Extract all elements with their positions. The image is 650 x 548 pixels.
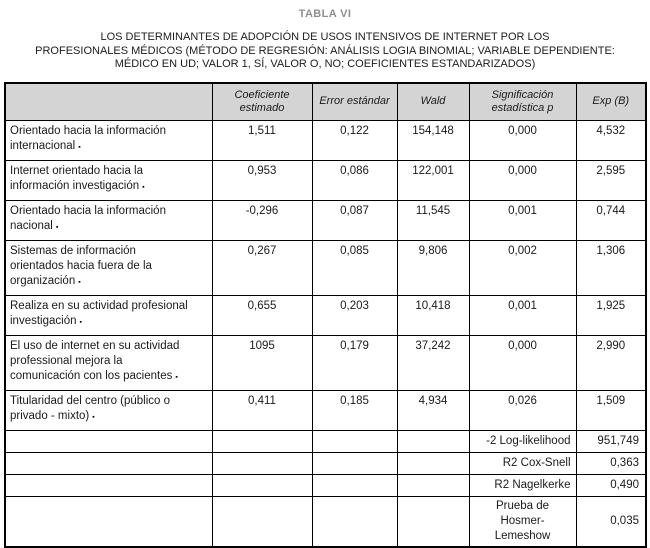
stderr-cell: 0,203 xyxy=(312,295,397,335)
stderr-cell: 0,185 xyxy=(312,390,397,430)
wald-cell: 122,001 xyxy=(397,160,469,200)
col-header-error-estandar: Error estándar xyxy=(312,83,397,121)
empty-cell xyxy=(312,430,397,452)
stderr-cell: 0,087 xyxy=(312,200,397,240)
col-header-wald: Wald xyxy=(397,83,469,121)
sig-cell: 0,000 xyxy=(469,160,576,200)
exp-cell: 4,532 xyxy=(576,120,646,160)
table-number-label: TABLA VI xyxy=(298,8,352,20)
wald-cell: 4,934 xyxy=(397,390,469,430)
wald-cell: 10,418 xyxy=(397,295,469,335)
empty-cell xyxy=(212,430,312,452)
col-header-exp-b: Exp (B) xyxy=(576,83,646,121)
table-title xyxy=(4,31,646,72)
coef-cell: 0,655 xyxy=(212,295,312,335)
stderr-cell: 0,179 xyxy=(312,335,397,390)
stat-row xyxy=(5,452,646,474)
variable-label-cell: Titularidad del centro (público o privado - mixto) ▪ xyxy=(5,390,212,430)
wald-cell: 11,545 xyxy=(397,200,469,240)
stderr-cell: 0,122 xyxy=(312,120,397,160)
empty-cell xyxy=(212,474,312,496)
col-header-coeficiente: Coeficiente estimado xyxy=(212,83,312,121)
stat-row xyxy=(5,474,646,496)
empty-cell xyxy=(397,452,469,474)
stat-label-cell: R2 Nagelkerke xyxy=(469,474,576,496)
stat-value-cell: 951,749 xyxy=(576,430,646,452)
variable-label-cell: Orientado hacia la información nacional ▪ xyxy=(5,200,212,240)
stat-value-cell: 0,363 xyxy=(576,452,646,474)
empty-cell xyxy=(397,430,469,452)
table-row xyxy=(5,160,646,200)
table-row xyxy=(5,390,646,430)
exp-cell: 1,925 xyxy=(576,295,646,335)
stat-row xyxy=(5,430,646,452)
table-row xyxy=(5,200,646,240)
stderr-cell: 0,085 xyxy=(312,240,397,295)
variable-label-cell: Orientado hacia la información internacional ▪ xyxy=(5,120,212,160)
table-row xyxy=(5,240,646,295)
table-row xyxy=(5,335,646,390)
stat-label-cell: -2 Log-likelihood xyxy=(469,430,576,452)
exp-cell: 2,595 xyxy=(576,160,646,200)
exp-cell: 1,509 xyxy=(576,390,646,430)
exp-cell: 2,990 xyxy=(576,335,646,390)
sig-cell: 0,000 xyxy=(469,335,576,390)
stat-label-cell: Prueba de Hosmer-Lemeshow xyxy=(469,496,576,547)
regression-table xyxy=(4,82,647,548)
empty-cell xyxy=(5,496,212,547)
table-title-line: LOS DETERMINANTES DE ADOPCIÓN DE USOS INTENSIVOS DE INTERNET POR LOS xyxy=(100,31,550,43)
sig-cell: 0,026 xyxy=(469,390,576,430)
empty-cell xyxy=(5,430,212,452)
empty-cell xyxy=(397,496,469,547)
empty-cell xyxy=(212,452,312,474)
stat-row xyxy=(5,496,646,547)
wald-cell: 154,148 xyxy=(397,120,469,160)
coef-cell: 0,411 xyxy=(212,390,312,430)
empty-header-cell xyxy=(5,83,212,121)
stderr-cell: 0,086 xyxy=(312,160,397,200)
col-header-significacion: Significación estadística p xyxy=(469,83,576,121)
exp-cell: 0,744 xyxy=(576,200,646,240)
variable-label-cell: El uso de internet en su actividad professional mejora la comunicación con los pacientes ▪ xyxy=(5,335,212,390)
empty-cell xyxy=(5,474,212,496)
empty-cell xyxy=(312,452,397,474)
empty-cell xyxy=(397,474,469,496)
empty-cell xyxy=(312,496,397,547)
table-row xyxy=(5,120,646,160)
coef-cell: 1095 xyxy=(212,335,312,390)
wald-cell: 37,242 xyxy=(397,335,469,390)
variable-label-cell: Internet orientado hacia la información investigación ▪ xyxy=(5,160,212,200)
coef-cell: 0,953 xyxy=(212,160,312,200)
sig-cell: 0,002 xyxy=(469,240,576,295)
stat-label-cell: R2 Cox-Snell xyxy=(469,452,576,474)
sig-cell: 0,001 xyxy=(469,295,576,335)
header-row xyxy=(5,83,646,121)
table-title-line: PROFESIONALES MÉDICOS (MÉTODO DE REGRESIÓN: ANÁLISIS LOGIA BINOMIAL; VARIABLE DEPENDIENTE: xyxy=(35,44,615,57)
empty-cell xyxy=(212,496,312,547)
table-row xyxy=(5,295,646,335)
table-title-line: MÉDICO EN UD; VALOR 1, SÍ, VALOR O, NO; COEFICIENTES ESTANDARIZADOS) xyxy=(114,58,536,70)
wald-cell: 9,806 xyxy=(397,240,469,295)
sig-cell: 0,001 xyxy=(469,200,576,240)
empty-cell xyxy=(5,452,212,474)
variable-label-cell: Sistemas de información orientados hacia fuera de la organización ▪ xyxy=(5,240,212,295)
coef-cell: 1,511 xyxy=(212,120,312,160)
stat-value-cell: 0,490 xyxy=(576,474,646,496)
exp-cell: 1,306 xyxy=(576,240,646,295)
stat-value-cell: 0,035 xyxy=(576,496,646,547)
variable-label-cell: Realiza en su actividad profesional investigación ▪ xyxy=(5,295,212,335)
sig-cell: 0,000 xyxy=(469,120,576,160)
coef-cell: 0,267 xyxy=(212,240,312,295)
empty-cell xyxy=(312,474,397,496)
coef-cell: -0,296 xyxy=(212,200,312,240)
